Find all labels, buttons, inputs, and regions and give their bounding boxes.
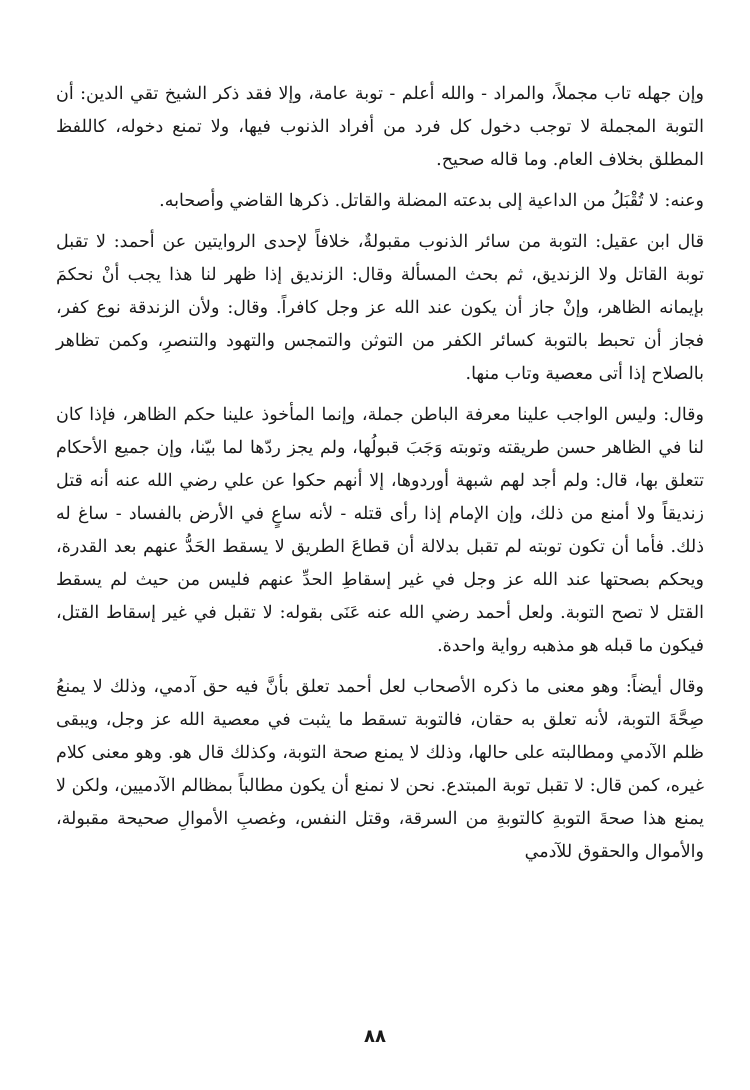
page-number: ٨٨ bbox=[364, 1026, 386, 1047]
page-body bbox=[56, 78, 704, 869]
paragraph-5: وقال أيضاً: وهو معنى ما ذكره الأصحاب لعل أحمد تعلق بأنَّ فيه حق آدمي، وذلك لا يمنعُ صِحَّةَ التوبة، لأنه تعلق به حقان، فالتوبة تسقط ما يثبت في معصية الله عز وجل، ويبقى ظلم الآدمي ومطالبته على حالها، وذلك لا يمنع صحة التوبة، وكذلك قال هو. وهو معنى كلام غيره، كمن قال: لا تقبل توبة المبتدع. نحن لا نمنع أن يكون مطالباً بمظالم الآدميين، ولكن لا يمنع هذا صحةَ التوبةِ كالتوبةِ من السرقة، وقتل النفس، وغصبِ الأموالِ صحيحة مقبولة، والأموال والحقوق للآدمي bbox=[56, 677, 704, 862]
paragraph-1: وإن جهله تاب مجملاً، والمراد - والله أعلم - توبة عامة، وإلا فقد ذكر الشيخ تقي الدين: أن التوبة المجملة لا توجب دخول كل فرد من أفراد الذنوب فيها، ولا تمنع دخوله، كاللفظ المطلق بخلاف العام. وما قاله صحيح. bbox=[56, 84, 704, 170]
paragraph-3: قال ابن عقيل: التوبة من سائر الذنوب مقبولةٌ، خلافاً لإحدى الروايتين عن أحمد: لا تقبل توبة القاتل ولا الزنديق، ثم بحث المسألة وقال: الزنديق إذا ظهر لنا هذا يجب أنْ نحكمَ بإيمانه الظاهر، وإنْ جاز أن يكون عند الله عز وجل كافراً. وقال: ولأن الزندقة نوع كفر، فجاز أن تحبط بالتوبة كسائر الكفر من التوثن والتمجس والتهود والتنصرِ، وكمن تظاهر بالصلاح إذا أتى معصية وتاب منها. bbox=[56, 232, 704, 384]
paragraph-2: وعنه: لا تُقْبَلُ من الداعية إلى بدعته المضلة والقاتل. ذكرها القاضي وأصحابه. bbox=[159, 191, 704, 211]
paragraph-4: وقال: وليس الواجب علينا معرفة الباطن جملة، وإنما المأخوذ علينا حكم الظاهر، فإذا كان لنا في الظاهر حسن طريقته وتوبته وَجَبَ قبولُها، ولم يجز ردّها لما بيّنا، وإن جميع الأحكام تتعلق بها، قال: ولم أجد لهم شبهة أوردوها، إلا أنهم حكوا عن علي رضي الله عنه أنه قتل زنديقاً ولا أمنع من ذلك، وإن الإمام إذا رأى قتله - لأنه ساعٍ في الأرض بالفساد - ساغ له ذلك. فأما أن تكون توبته لم تقبل بدلالة أن قطاعَ الطريق لا يسقط الحَدُّ عنهم بعد القدرة، ويحكم بصحتها عند الله عز وجل في غير إسقاطِ الحدِّ عنهم فليس من حيث لم يسقط القتل لا تصح التوبة. ولعل أحمد رضي الله عنه عَنَى بقوله: لا تقبل في غير إسقاط القتل، فيكون ما قبله هو مذهبه رواية واحدة. bbox=[56, 405, 704, 656]
